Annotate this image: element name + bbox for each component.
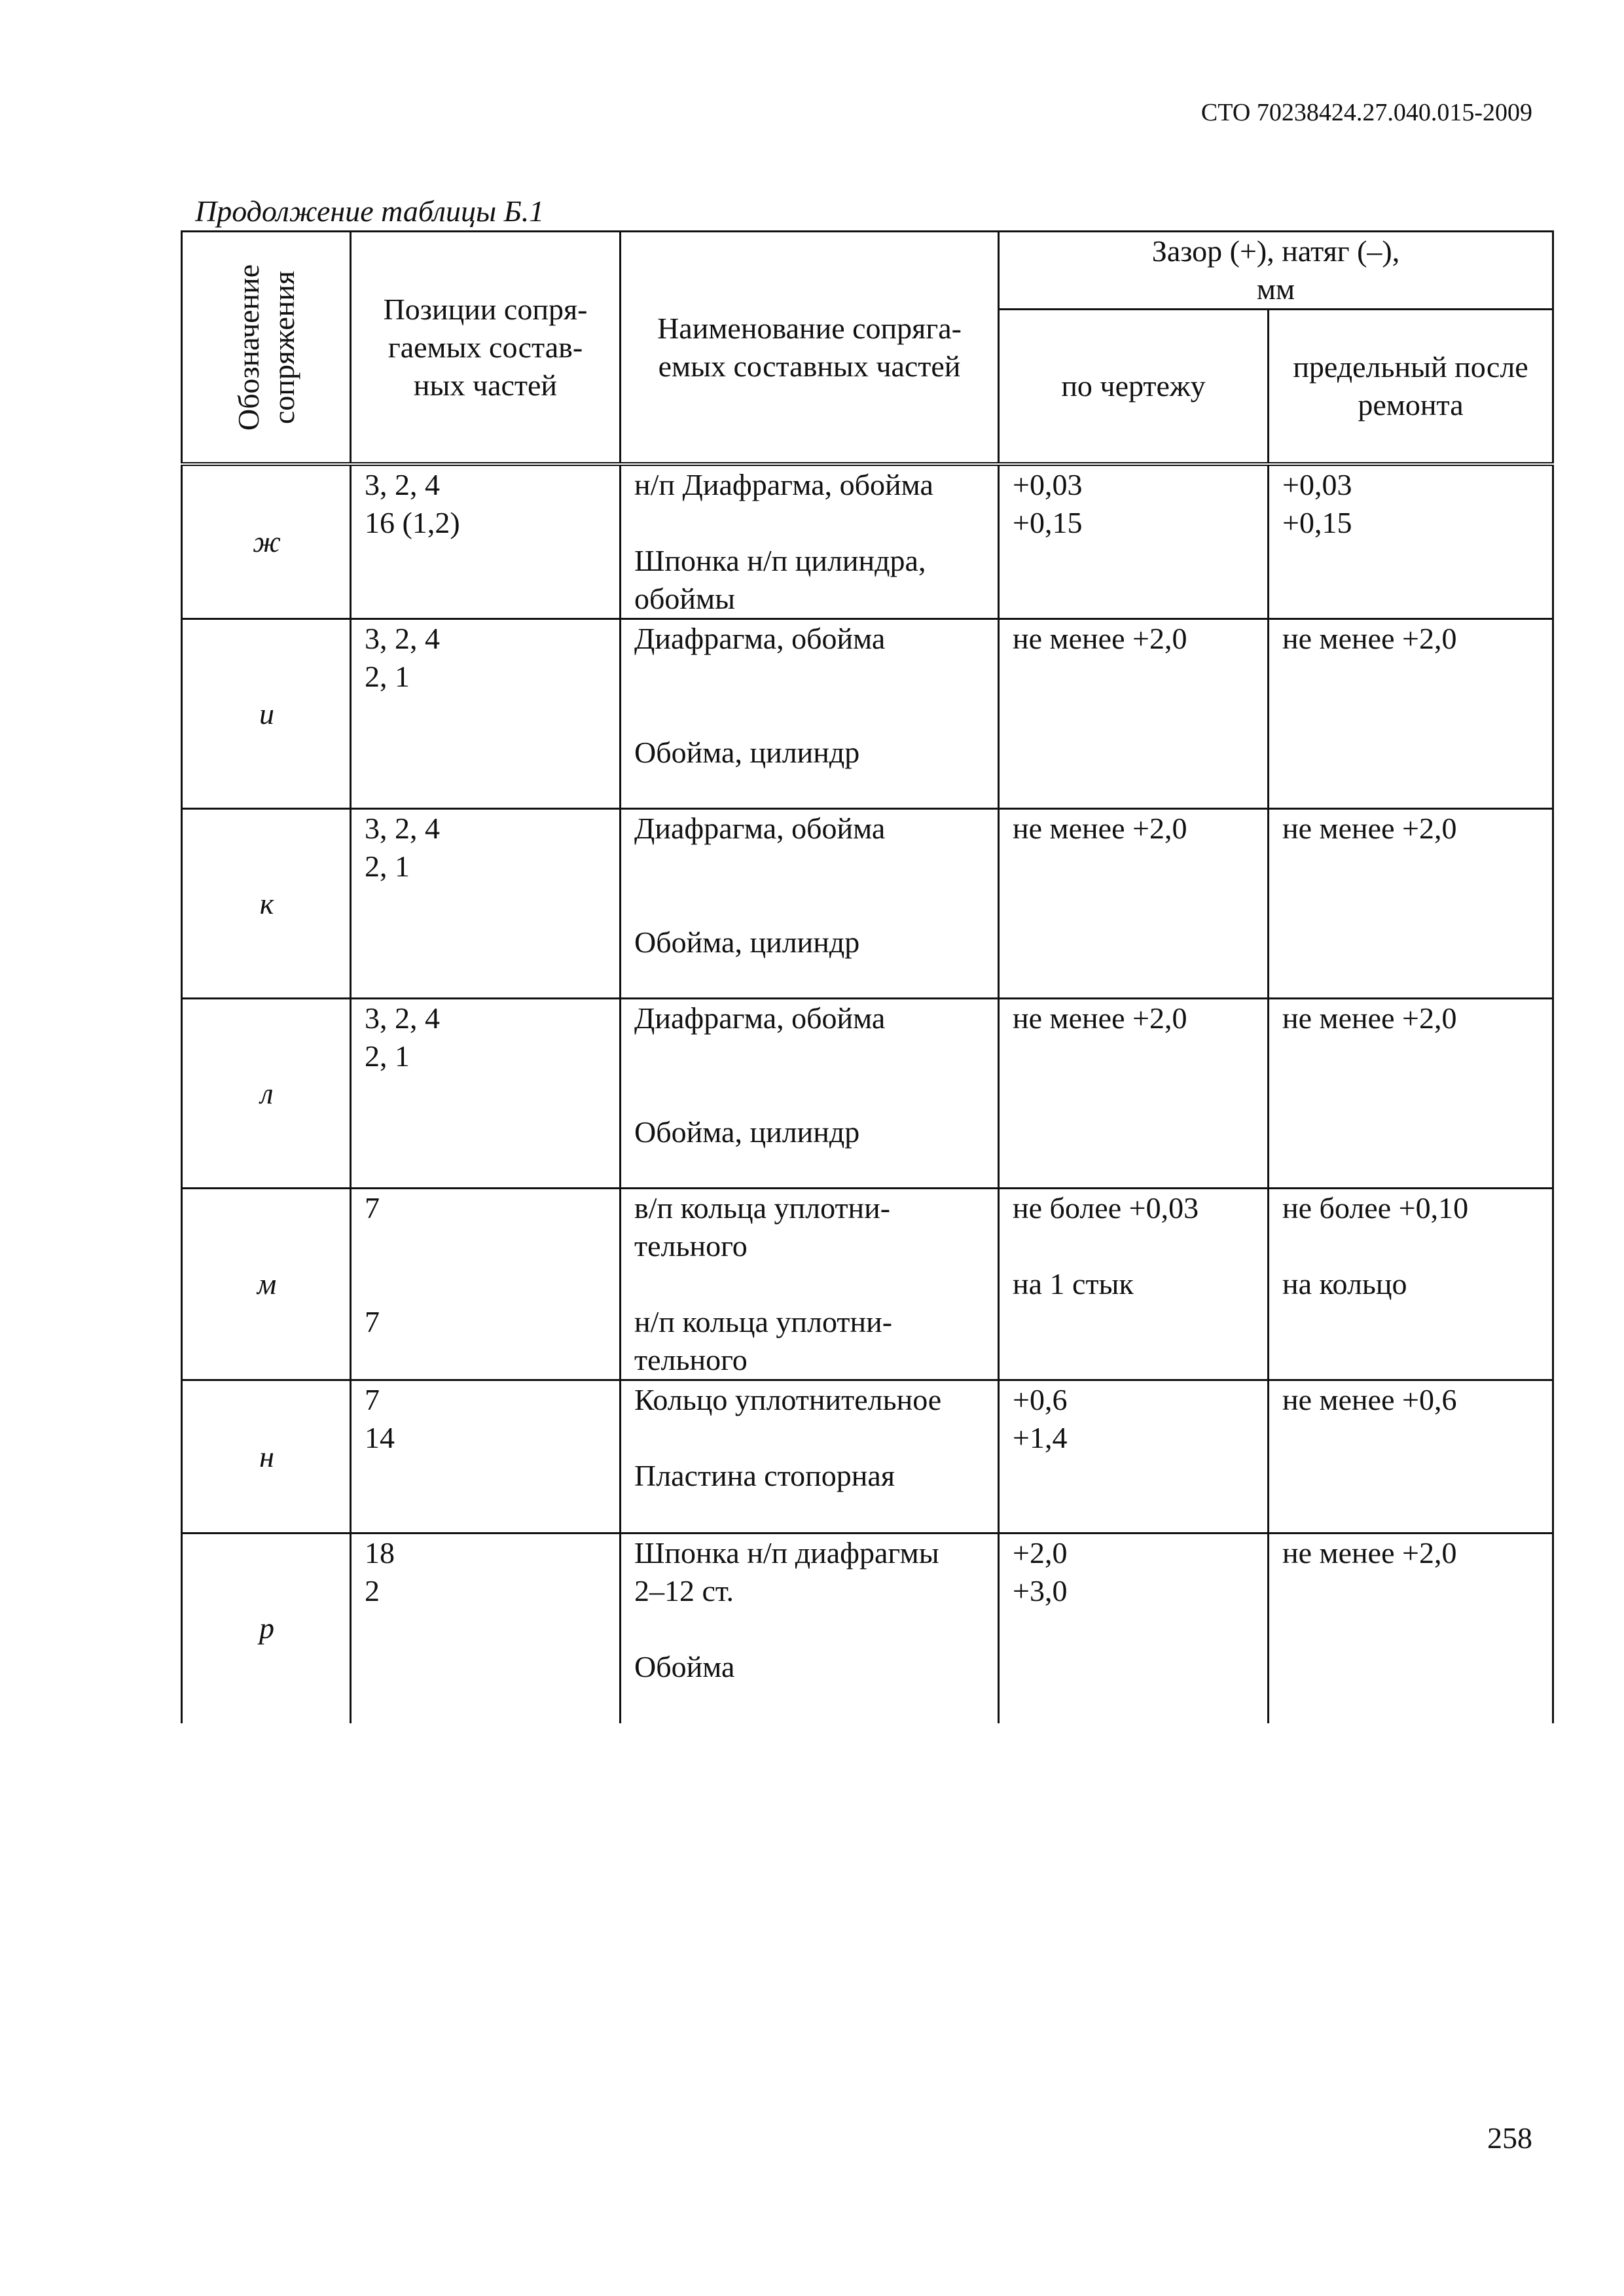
limit-value-1: не менее +2,0 <box>1282 1001 1457 1035</box>
parts-name-bottom: Пластина стопорная <box>634 1459 895 1492</box>
positions-top: 3, 2, 4 <box>365 812 440 845</box>
parts-name-bottom: Обойма, цилиндр <box>634 1115 860 1149</box>
row-mark: и <box>182 619 351 809</box>
drawing-value-1: +0,6 <box>1013 1383 1068 1416</box>
header-naimenovanie: Наименование сопряга- емых составных частей <box>621 232 999 465</box>
header-zazor: Зазор (+), натяг (–), мм <box>999 232 1553 310</box>
header-po-chertezhu: по чертежу <box>999 310 1269 465</box>
document-code: СТО 70238424.27.040.015-2009 <box>1200 99 1532 126</box>
table-row <box>182 999 1553 1189</box>
parts-name-top: в/п кольца уплотни- тельного <box>634 1191 891 1263</box>
positions-bottom: 2, 1 <box>365 1039 410 1073</box>
drawing-value-2: на 1 стык <box>1013 1267 1134 1300</box>
limit-value-cell <box>1269 1534 1553 1723</box>
positions-cell <box>351 464 621 619</box>
positions-bottom: 7 <box>365 1305 380 1338</box>
positions-cell <box>351 1534 621 1723</box>
parts-name-cell <box>621 809 999 999</box>
positions-top: 18 <box>365 1536 395 1570</box>
mating-parts-table <box>181 230 1554 1723</box>
positions-bottom: 2 <box>365 1574 380 1607</box>
parts-name-bottom: Обойма, цилиндр <box>634 925 860 959</box>
limit-value-cell <box>1269 619 1553 809</box>
positions-bottom: 2, 1 <box>365 850 410 883</box>
parts-name-top: н/п Диафрагма, обойма <box>634 468 933 501</box>
row-mark: р <box>182 1534 351 1723</box>
positions-cell <box>351 809 621 999</box>
drawing-value-1: +2,0 <box>1013 1536 1068 1570</box>
positions-top: 3, 2, 4 <box>365 622 440 655</box>
positions-bottom: 16 (1,2) <box>365 506 460 539</box>
drawing-value-2: +1,4 <box>1013 1421 1068 1454</box>
table-row <box>182 1380 1553 1534</box>
parts-name-bottom: н/п кольца уплотни- тельного <box>634 1305 893 1376</box>
table-row <box>182 464 1553 619</box>
table-row <box>182 619 1553 809</box>
limit-value-1: +0,03 <box>1282 468 1352 501</box>
page-number: 258 <box>1487 2121 1532 2155</box>
drawing-value-cell <box>999 1534 1269 1723</box>
positions-cell <box>351 619 621 809</box>
limit-value-cell <box>1269 809 1553 999</box>
positions-bottom: 14 <box>365 1421 395 1454</box>
table-row <box>182 1189 1553 1380</box>
limit-value-cell <box>1269 1189 1553 1380</box>
limit-value-1: не менее +0,6 <box>1282 1383 1457 1416</box>
header-oboznachenie: Обозначение сопряжения <box>182 232 351 465</box>
limit-value-1: не менее +2,0 <box>1282 1536 1457 1570</box>
row-mark: н <box>182 1380 351 1534</box>
parts-name-cell <box>621 1534 999 1723</box>
parts-name-cell <box>621 1189 999 1380</box>
limit-value-2: на кольцо <box>1282 1267 1407 1300</box>
table-header <box>182 232 1553 465</box>
header-pozicii: Позиции сопря- гаемых состав- ных частей <box>351 232 621 465</box>
limit-value-1: не менее +2,0 <box>1282 812 1457 845</box>
parts-name-cell <box>621 464 999 619</box>
drawing-value-cell <box>999 1380 1269 1534</box>
parts-name-cell <box>621 619 999 809</box>
parts-name-top: Диафрагма, обойма <box>634 812 886 845</box>
drawing-value-1: +0,03 <box>1013 468 1083 501</box>
drawing-value-1: не менее +2,0 <box>1013 622 1187 655</box>
drawing-value-2: +3,0 <box>1013 1574 1068 1607</box>
drawing-value-2: +0,15 <box>1013 506 1083 539</box>
positions-top: 7 <box>365 1191 380 1225</box>
parts-name-top: Диафрагма, обойма <box>634 622 886 655</box>
drawing-value-cell <box>999 1189 1269 1380</box>
drawing-value-1: не более +0,03 <box>1013 1191 1199 1225</box>
drawing-value-cell <box>999 999 1269 1189</box>
parts-name-bottom: Обойма, цилиндр <box>634 736 860 769</box>
positions-cell <box>351 999 621 1189</box>
drawing-value-cell <box>999 464 1269 619</box>
limit-value-cell <box>1269 999 1553 1189</box>
drawing-value-cell <box>999 619 1269 809</box>
table-row <box>182 809 1553 999</box>
positions-top: 3, 2, 4 <box>365 1001 440 1035</box>
positions-bottom: 2, 1 <box>365 660 410 693</box>
parts-name-bottom: Шпонка н/п цилиндра, обоймы <box>634 544 926 615</box>
parts-name-bottom: Обойма <box>634 1650 735 1683</box>
drawing-value-1: не менее +2,0 <box>1013 1001 1187 1035</box>
parts-name-top: Шпонка н/п диафрагмы 2–12 ст. <box>634 1536 939 1607</box>
parts-name-cell <box>621 1380 999 1534</box>
positions-top: 7 <box>365 1383 380 1416</box>
row-mark: ж <box>182 464 351 619</box>
parts-name-cell <box>621 999 999 1189</box>
limit-value-1: не менее +2,0 <box>1282 622 1457 655</box>
positions-cell <box>351 1380 621 1534</box>
row-mark: л <box>182 999 351 1189</box>
limit-value-cell <box>1269 1380 1553 1534</box>
limit-value-2: +0,15 <box>1282 506 1352 539</box>
row-mark: к <box>182 809 351 999</box>
limit-value-cell <box>1269 464 1553 619</box>
table-caption: Продолжение таблицы Б.1 <box>195 194 545 228</box>
table-row <box>182 1534 1553 1723</box>
positions-top: 3, 2, 4 <box>365 468 440 501</box>
limit-value-1: не более +0,10 <box>1282 1191 1469 1225</box>
row-mark: м <box>182 1189 351 1380</box>
positions-cell <box>351 1189 621 1380</box>
header-predelnyi: предельный после ремонта <box>1269 310 1553 465</box>
parts-name-top: Кольцо уплотнительное <box>634 1383 942 1416</box>
drawing-value-cell <box>999 809 1269 999</box>
drawing-value-1: не менее +2,0 <box>1013 812 1187 845</box>
parts-name-top: Диафрагма, обойма <box>634 1001 886 1035</box>
